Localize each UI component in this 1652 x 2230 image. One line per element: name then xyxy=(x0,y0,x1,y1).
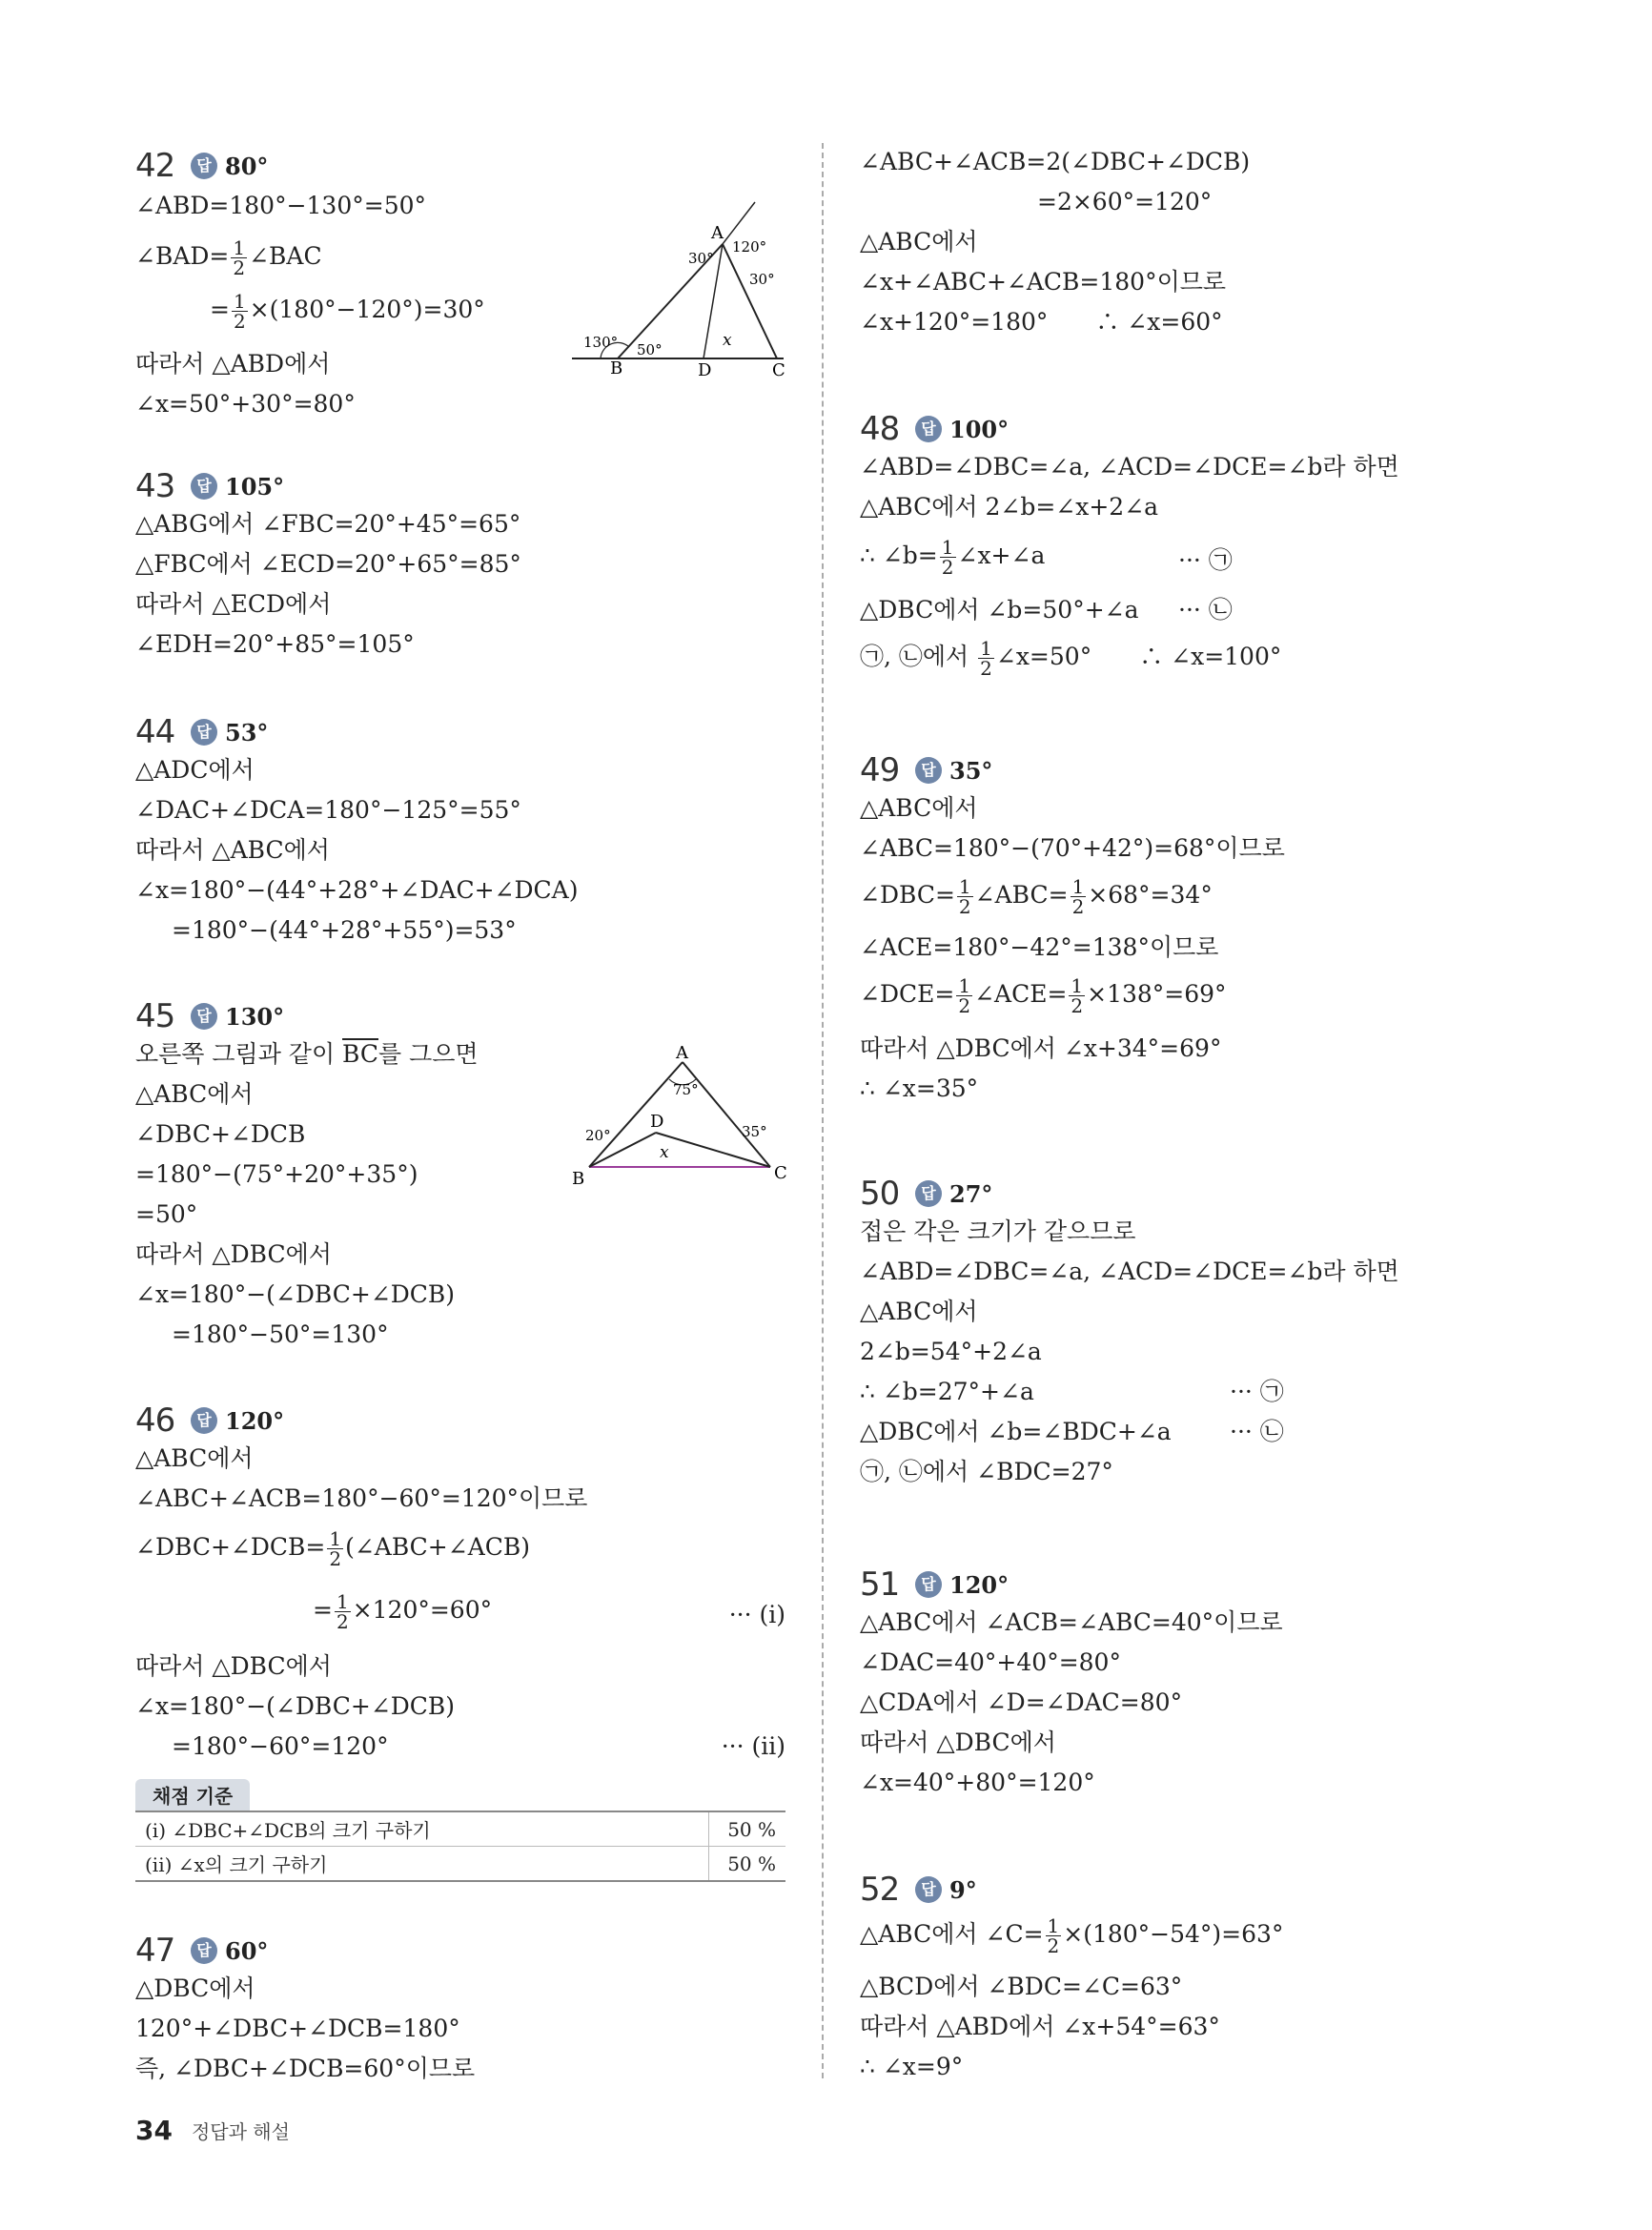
problem-46 xyxy=(135,1401,793,1876)
solution-line: 따라서 △DBC에서 ∠x+34°=69° xyxy=(860,1034,1222,1062)
solution-line: 따라서 △ABD에서 xyxy=(135,350,331,378)
fraction: $\frac{1}{2}$ xyxy=(1047,1914,1060,1957)
problem-50 xyxy=(860,1175,1527,1485)
answer-value: 130° xyxy=(225,1002,285,1031)
solution-line: 즉, ∠DBC+∠DCB=60°이므로 xyxy=(135,2055,476,2082)
problem-47 xyxy=(135,1932,793,2082)
fraction: $\frac{1}{2}$ xyxy=(980,637,992,680)
problem-header xyxy=(860,1565,1527,1604)
answer-value: 60° xyxy=(225,1936,269,1965)
vertex-label: D xyxy=(698,360,712,380)
solution-line: △DBC에서 ∠b=∠BDC+∠a xyxy=(860,1418,1172,1445)
solution-line: △ABC에서 xyxy=(135,1444,254,1472)
solution-line: △ADC에서 xyxy=(135,756,255,784)
solution-line: ∠ABD=180°−130°=50° xyxy=(135,192,427,219)
answer-badge: 답 xyxy=(191,719,217,746)
step-tag: ··· (i) xyxy=(728,1601,785,1628)
solution-line: ∠ABD=∠DBC=∠a, ∠ACD=∠DCE=∠b라 하면 xyxy=(860,1258,1399,1285)
solution-line: ∠ABC+∠ACB=2(∠DBC+∠DCB) xyxy=(860,148,1251,175)
fraction: $\frac{1}{2}$ xyxy=(958,875,971,918)
problem-header xyxy=(135,713,793,751)
solution-line: ㉠, ㉡에서 $\frac{1}{2}$ ∠x=50° ∴ ∠x=100° xyxy=(860,637,1282,680)
angle-label: 120° xyxy=(732,238,767,256)
solution-line: = $\frac{1}{2}$ ×(180°−120°)=30° xyxy=(210,290,485,333)
problem-number: 47 xyxy=(135,1932,175,1970)
criteria-item: (ii) ∠x의 크기 구하기 xyxy=(135,1847,709,1882)
problem-48 xyxy=(860,410,1527,680)
fraction: $\frac{1}{2}$ xyxy=(233,290,246,333)
scoring-criteria xyxy=(135,1779,785,1882)
solution-line: ∠DBC+∠DCB xyxy=(135,1120,306,1148)
solution-line: ∠ACE=180°−42°=138°이므로 xyxy=(860,933,1219,961)
solution-line: △ABC에서 ∠ACB=∠ABC=40°이므로 xyxy=(860,1608,1283,1636)
fraction: $\frac{1}{2}$ xyxy=(1071,974,1084,1017)
problem-header xyxy=(860,1871,1527,1909)
page-footer xyxy=(135,2115,290,2146)
problem-42 xyxy=(135,147,793,418)
solution-line: ∴ ∠x=9° xyxy=(860,2053,964,2080)
step-tag: ··· ㉠ xyxy=(1230,1378,1284,1405)
solution-line: 따라서 △ECD에서 xyxy=(135,590,332,618)
solution-line: 120°+∠DBC+∠DCB=180° xyxy=(135,2015,460,2042)
solution-line: ∠BAD= $\frac{1}{2}$ ∠BAC xyxy=(135,236,322,279)
problem-51 xyxy=(860,1565,1527,1796)
solution-line: =180°−(44°+28°+55°)=53° xyxy=(172,916,517,944)
solution-line: △ABC에서 2∠b=∠x+2∠a xyxy=(860,493,1159,521)
criteria-item: (i) ∠DBC+∠DCB의 크기 구하기 xyxy=(135,1811,709,1847)
answer-badge: 답 xyxy=(915,1876,942,1903)
answer-value: 53° xyxy=(225,718,269,747)
answer-value: 105° xyxy=(225,472,285,501)
vertex-label: A xyxy=(676,1045,688,1063)
problem-number: 43 xyxy=(135,467,175,505)
step-tag: ··· (ii) xyxy=(721,1732,785,1760)
solution-line: △BCD에서 ∠BDC=∠C=63° xyxy=(860,1973,1183,2000)
solution-line: △ABC에서 xyxy=(860,228,978,256)
answer-value: 120° xyxy=(225,1406,285,1435)
problem-number: 46 xyxy=(135,1401,175,1440)
solution-line: =180°−50°=130° xyxy=(172,1320,389,1348)
angle-label: 50° xyxy=(637,341,663,358)
solution-line: ∠DAC=40°+40°=80° xyxy=(860,1648,1121,1676)
problem-number: 52 xyxy=(860,1871,900,1909)
vertex-label: B xyxy=(610,358,623,378)
vertex-label: B xyxy=(572,1169,585,1189)
triangle-figure-45 xyxy=(570,1045,799,1197)
solution-line: ∴ ∠x=35° xyxy=(860,1074,979,1102)
solution-line: ∠DBC+∠DCB= $\frac{1}{2}$ (∠ABC+∠ACB) xyxy=(135,1527,530,1570)
solution-line: ∠DCE= $\frac{1}{2}$ ∠ACE= $\frac{1}{2}$ ×138°=69° xyxy=(860,974,1227,1017)
solution-line: = $\frac{1}{2}$ ×120°=60° xyxy=(313,1590,493,1633)
answer-badge: 답 xyxy=(191,153,217,179)
solution-line: △FBC에서 ∠ECD=20°+65°=85° xyxy=(135,550,521,578)
solution-line: ∠x+120°=180° ∴ ∠x=60° xyxy=(860,308,1223,336)
criteria-percent: 50 % xyxy=(709,1847,786,1882)
solution-line: 따라서 △DBC에서 xyxy=(135,1652,332,1680)
solution-line: ∴ ∠b= $\frac{1}{2}$ ∠x+∠a xyxy=(860,536,1046,579)
answer-badge: 답 xyxy=(191,473,217,500)
page-number: 34 xyxy=(135,2115,173,2146)
solution-line: 따라서 △ABC에서 xyxy=(135,836,330,864)
solution-line: ㉠, ㉡에서 ∠BDC=27° xyxy=(860,1458,1113,1485)
fraction: $\frac{1}{2}$ xyxy=(233,236,246,279)
solution-line: 오른쪽 그림과 같이 $\overline{BC}$를 그으면 xyxy=(135,1040,479,1068)
angle-label: 130° xyxy=(583,334,619,351)
problem-header xyxy=(135,1401,793,1440)
segment-bc: $\overline{BC}$ xyxy=(342,1040,379,1068)
solution-line: ∠ABC+∠ACB=180°−60°=120°이므로 xyxy=(135,1484,588,1512)
solution-line: ∠x=40°+80°=120° xyxy=(860,1769,1095,1796)
fraction: $\frac{1}{2}$ xyxy=(941,536,954,579)
problem-number: 50 xyxy=(860,1175,900,1213)
solution-line: △ABG에서 ∠FBC=20°+45°=65° xyxy=(135,510,521,538)
page-section-title: 정답과 해설 xyxy=(191,2120,290,2143)
answer-value: 100° xyxy=(949,415,1010,443)
problem-number: 44 xyxy=(135,713,175,751)
problem-number: 51 xyxy=(860,1565,900,1604)
step-tag: ··· ㉡ xyxy=(1230,1418,1284,1445)
solution-line: 2∠b=54°+2∠a xyxy=(860,1338,1042,1365)
angle-label: 75° xyxy=(673,1081,699,1098)
solution-line: ∴ ∠b=27°+∠a xyxy=(860,1378,1034,1405)
vertex-label: A xyxy=(711,223,724,243)
problem-header xyxy=(860,1175,1527,1213)
solution-line: ∠EDH=20°+85°=105° xyxy=(135,630,415,658)
solution-line: 따라서 △ABD에서 ∠x+54°=63° xyxy=(860,2013,1220,2040)
answer-badge: 답 xyxy=(191,1937,217,1964)
solution-line: ∠x=180°−(44°+28°+∠DAC+∠DCA) xyxy=(135,876,579,904)
problem-header xyxy=(135,147,793,185)
answer-value: 35° xyxy=(949,756,993,785)
vertex-label: C xyxy=(774,1163,787,1183)
vertex-label: C xyxy=(772,360,785,380)
problem-header xyxy=(135,1932,793,1970)
solution-line: △ABC에서 ∠C= $\frac{1}{2}$ ×(180°−54°)=63° xyxy=(860,1914,1284,1957)
solution-line: ∠x=180°−(∠DBC+∠DCB) xyxy=(135,1692,456,1720)
solution-line: △DBC에서 xyxy=(135,1974,255,2002)
answer-value: 120° xyxy=(949,1570,1010,1599)
solution-line: =2×60°=120° xyxy=(1037,188,1213,215)
problem-number: 42 xyxy=(135,147,175,185)
fraction: $\frac{1}{2}$ xyxy=(1071,875,1085,918)
step-tag: ··· ㉡ xyxy=(1178,596,1233,624)
solution-line: ∠DAC+∠DCA=180°−125°=55° xyxy=(135,796,521,824)
fraction: $\frac{1}{2}$ xyxy=(336,1590,349,1633)
problem-number: 45 xyxy=(135,997,175,1035)
solution-line: △ABC에서 xyxy=(860,1298,978,1325)
angle-label: 20° xyxy=(585,1127,611,1144)
solution-line: =50° xyxy=(135,1200,198,1228)
answer-badge: 답 xyxy=(915,757,942,784)
problem-header xyxy=(135,467,793,505)
column-divider xyxy=(822,143,824,2078)
answer-badge: 답 xyxy=(915,1180,942,1207)
solution-line: ∠ABC=180°−(70°+42°)=68°이므로 xyxy=(860,834,1285,862)
solution-line: 따라서 △DBC에서 xyxy=(860,1729,1056,1756)
angle-label: 35° xyxy=(742,1123,767,1140)
answer-badge: 답 xyxy=(191,1003,217,1030)
problem-49 xyxy=(860,751,1527,1102)
problem-52 xyxy=(860,1871,1527,2080)
problem-45 xyxy=(135,997,793,1348)
problem-43 xyxy=(135,467,793,658)
table-row xyxy=(135,1811,785,1847)
solution-line: ∠ABD=∠DBC=∠a, ∠ACD=∠DCE=∠b라 하면 xyxy=(860,453,1399,481)
fraction: $\frac{1}{2}$ xyxy=(958,974,971,1017)
angle-label: x xyxy=(660,1143,669,1162)
solution-line: 따라서 △DBC에서 xyxy=(135,1240,332,1268)
answer-value: 9° xyxy=(949,1875,977,1904)
solution-line: △DBC에서 ∠b=50°+∠a xyxy=(860,596,1139,624)
problem-header xyxy=(860,410,1527,448)
answer-value: 80° xyxy=(225,152,269,180)
angle-label: 30° xyxy=(749,271,775,288)
criteria-percent: 50 % xyxy=(709,1811,786,1847)
solution-line: =180°−60°=120° xyxy=(172,1732,389,1760)
fraction: $\frac{1}{2}$ xyxy=(329,1527,342,1570)
problem-number: 48 xyxy=(860,410,900,448)
solution-line: △ABC에서 xyxy=(135,1080,254,1108)
solution-line: 접은 각은 크기가 같으므로 xyxy=(860,1217,1136,1245)
solution-line: ∠DBC= $\frac{1}{2}$ ∠ABC= $\frac{1}{2}$ ×68°=34° xyxy=(860,875,1213,918)
answer-value: 27° xyxy=(949,1179,993,1208)
problem-number: 49 xyxy=(860,751,900,789)
solution-line: △ABC에서 xyxy=(860,794,978,822)
criteria-title: 채점 기준 xyxy=(135,1779,250,1811)
criteria-table xyxy=(135,1811,785,1882)
problem-header xyxy=(135,997,793,1035)
angle-label: 30° xyxy=(688,250,714,267)
answer-badge: 답 xyxy=(915,416,942,442)
step-tag: ··· ㉠ xyxy=(1178,546,1233,574)
problem-44 xyxy=(135,713,793,944)
answer-badge: 답 xyxy=(191,1407,217,1434)
vertex-label: D xyxy=(650,1112,664,1132)
problem-header xyxy=(860,751,1527,789)
solution-line: ∠x=180°−(∠DBC+∠DCB) xyxy=(135,1280,456,1308)
solution-line: ∠x+∠ABC+∠ACB=180°이므로 xyxy=(860,268,1227,296)
angle-label: x xyxy=(723,331,732,350)
table-row xyxy=(135,1847,785,1882)
answer-badge: 답 xyxy=(915,1571,942,1598)
solution-line: △CDA에서 ∠D=∠DAC=80° xyxy=(860,1688,1183,1716)
solution-line: =180°−(75°+20°+35°) xyxy=(135,1160,418,1188)
solution-line: ∠x=50°+30°=80° xyxy=(135,390,356,418)
